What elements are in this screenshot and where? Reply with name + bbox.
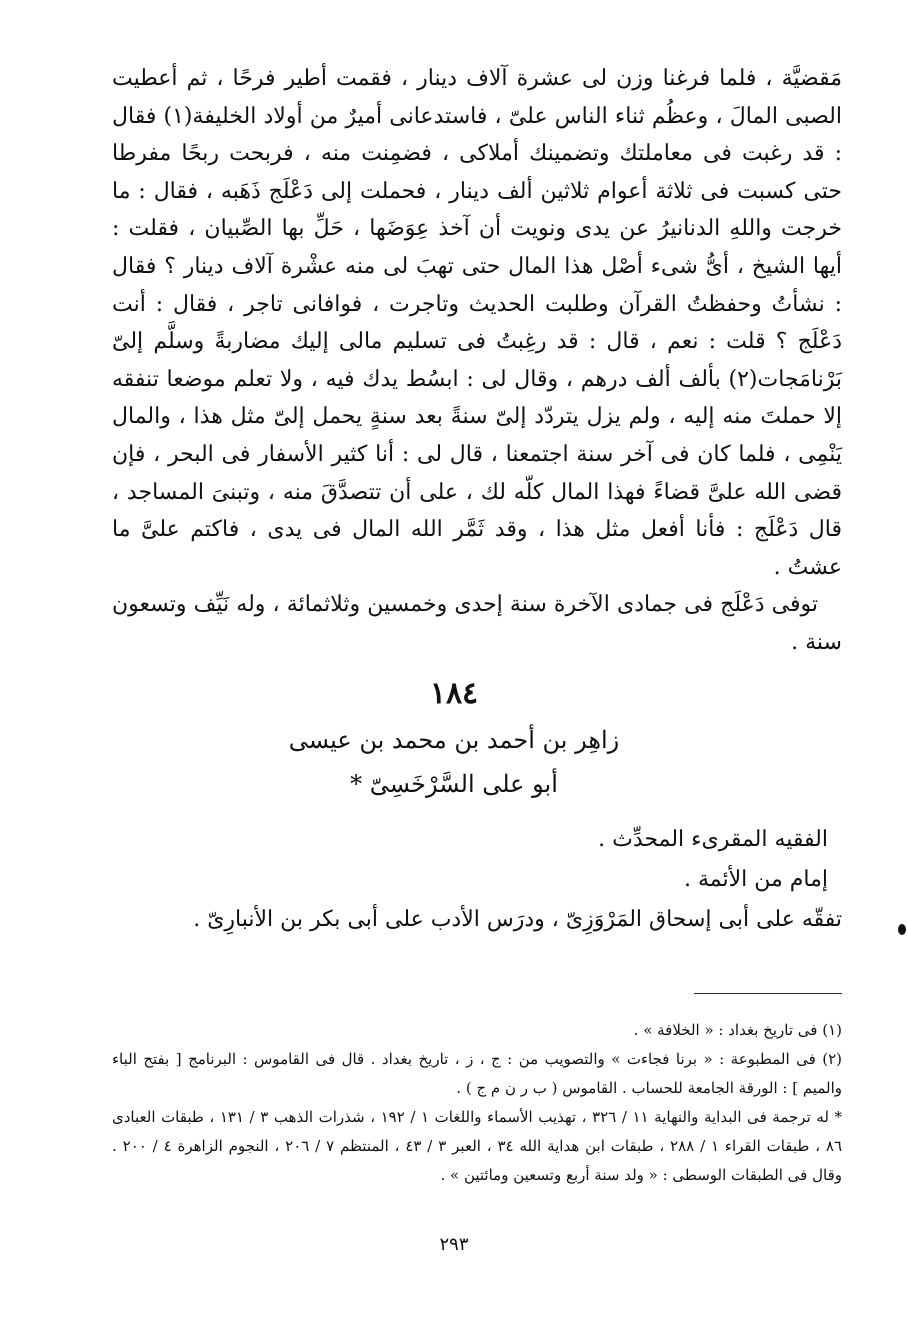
footnote: * له ترجمة فى البداية والنهاية ١١ / ٣٢٦ ، تهذيب الأسماء واللغات ١ / ١٩٢ ، شذرات الذهب ٣ / ١٣١ ، طبقات العبادى ٨٦ ، طبقات القراء ١ / ٢٨٨ ، طبقات ابن هداية الله ٣٤ ، العبر ٣ / ٤٣ ، المنتظم ٧ / ٢٠٦ ، النجوم الزاهرة ٤ / ٢٠٠ . وقال فى الطبقات الوسطى : « ولد سنة أربع وتسعين ومائتين » . [112,1108,843,1184]
entry-line: الفقيه المقرىء المحدِّث . [598,827,828,852]
footnotes [112,1016,842,1190]
footnote: (١) فى تاريخ بغداد : « الخلافة » . [633,1021,842,1039]
paragraph-death-note: توفى دَعْلَج فى جمادى الآخرة سنة إحدى وخمسين وثلاثمائة ، وله نَيِّف وتسعون سنة . [112,592,842,655]
footnote-divider [694,993,842,994]
entry-line: إمام من الأئمة . [683,867,828,892]
main-text [112,60,842,662]
entry-line: تفقّه على أبى إسحاق المَرْوَزِىّ ، ودرَس الأدب على أبى بكر بن الأنبارِىّ . [193,907,842,932]
entry-number: ١٨٤ [429,676,479,711]
footnote: (٢) فى المطبوعة : « برنا فجاءت » والتصويب من : ج ، ز ، تاريخ بغداد . قال فى القاموس : البرنامج [ بفتح الباء والميم ] : الورقة الجامعة للحساب . القاموس ( ب ر ن م ج ) . [112,1050,842,1097]
paragraph-anecdote: مَقضيَّة ، فلما فرغنا وزن لى عشرة آلاف دينار ، فقمت أطير فرحًا ، ثم أعطيت الصبى المالَ ، وعظُم ثناء الناس علىّ ، فاستدعانى أميرٌ من أولاد الخليفة(١) فقال : قد رغبت فى معاملتك وتضمينك أملاكى ، فضمِنت منه ، فربحت ربحًا مفرطا حتى كسبت فى ثلاثة أعوام ثلاثين ألف دينار ، فحملت إلى دَعْلَج ذَهَبه ، فقال : ما خرجت واللهِ الدنانيرُ عن يدى ونويت أن آخذ عِوَضَها ، حَلِّ بها الصِّبيان ، فقلت : أيها الشيخ ، أىُّ شىء أصْل هذا المال حتى تهبَ لى منه عشْرة آلاف دينار ؟ فقال : نشأتُ وحفظتُ القرآن وطلبت الحديث وتاجرت ، فوافانى تاجر ، فقال : أنت دَعْلَج ؟ قلت : نعم ، قال : قد رغِبتُ فى تسليم مالى إليك مضاربةً وسلَّم إلىّ بَرْنامَجات(٢) بألف ألف درهم ، وقال لى : ابسُط يدك فيه ، ولا تعلم موضعا تنفقه إلا حملتَ منه إليه ، ولم يزل يتردّد إلىّ سنةً بعد سنةٍ يحمل إلىّ مثل هذا ، والمال يَنْمِى ، فلما كان فى آخر سنة اجتمعنا ، قال لى : أنا كثير الأسفار فى البحر ، فإن قضى الله علىَّ قضاءً فهذا المال كلّه لك ، على أن تتصدَّقَ منه ، وتبنىَ المساجد ، قال دَعْلَج : فأنا أفعل مثل هذا ، وقد ثَمَّر الله المال فى يدى ، فاكتم علىَّ ما عشتُ . [112,66,842,580]
entry-name: زاهِر بن أحمد بن محمد بن عيسى [288,726,620,754]
margin-dot-mark [898,924,906,935]
entry-kunya: أبو على السَّرْخَسِىّ * [350,770,558,798]
entry-description [112,820,842,940]
page-number: ٢٩٣ [439,1234,469,1255]
